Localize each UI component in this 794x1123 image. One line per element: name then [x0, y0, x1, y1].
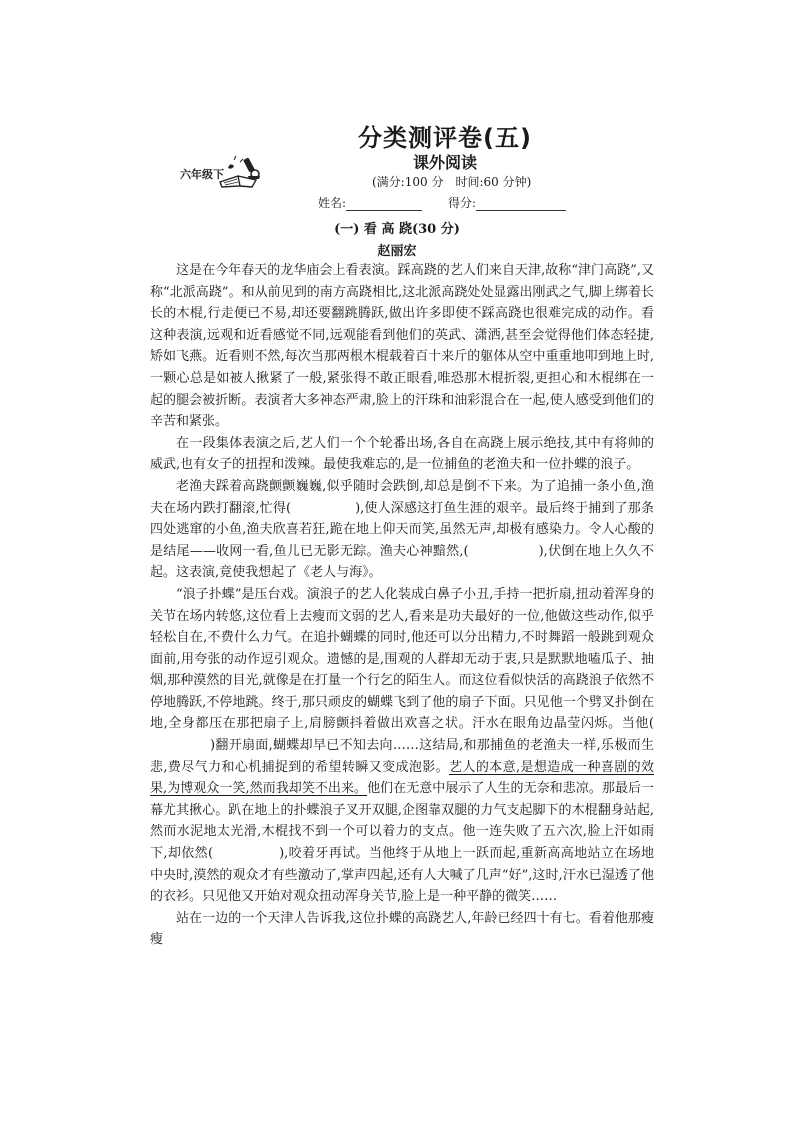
paragraph: “浪子扑蝶”是压台戏。演浪子的艺人化装成白鼻子小丑,手持一把折扇,扭动着浑身的关节在场内转悠,这位看上去瘦而文弱的艺人,看来是功夫最好的一位,他做这些动作,似乎轻松自在,不费什么力气。在追扑蝴蝶的同时,他还可以分出精力,不时舞蹈一般跳到观众面前,用夸张的动作逗引观众。遗憾的是,围观的人群却无动于衷,只是默默地嗑瓜子、抽烟,那种漠然的目光,就像是在打量一个行乞的陌生人。而这位看似快活的高跷浪子依然不停地腾跃,不停地跳。终于,那只顽皮的蝴蝶飞到了他的扇子下面。只见他一个劈叉扑倒在地,全身都压在那把扇子上,肩膀颤抖着做出欢喜之状。汗水在眼角边晶莹闪烁。当他()翻开扇面,蝴蝶却早已不知去向……这结局,和那捕鱼的老渔夫一样,乐极而生悲,费尽气力和心机捕捉到的希望转瞬又变成泡影。艺人的本意,是想造成一种喜剧的效果,为博观众一笑,然而我却笑不出来。他们在无意中展示了人生的无奈和悲凉。那最后一幕尤其揪心。趴在地上的扑蝶浪子叉开双腿,企图靠双腿的力气支起脚下的木棍翻身站起,然而水泥地太光滑,木棍找不到一个可以着力的支点。他一连失败了五六次,脸上汗如雨下,却依然( ),咬着牙再试。当他终于从地上一跃而起,重新高高地站立在场地中央时,漠然的观众才有些激动了,掌声四起,还有人大喊了几声“好”,这时,汗水已湿透了他的衣衫。只见他又开始对观众扭动浑身关节,脸上是一种平静的微笑…… — [150, 586, 654, 905]
exam-meta: (满分:100 分 时间:60 分钟) — [372, 175, 532, 189]
paragraph: 这是在今年春天的龙华庙会上看表演。踩高跷的艺人们来自天津,故称“津门高跷”,又称“北派高跷”。和从前见到的南方高跷相比,这北派高跷处处显露出刚武之气,脚上绑着长长的木棍,行走便已不易,却还要翻跳腾跃,做出许多即使不踩高跷也很难完成的动作。看这种表演,远观和近看感觉不同,远观能看到他们的英武、潇洒,甚至会觉得他们体态轻捷,矫如飞燕。近看则不然,每次当那两根木棍载着百十来斤的躯体从空中重重地叩到地上时,一颗心总是如被人揪紧了一般,紧张得不敢正眼看,唯恐那木棍折裂,更担心和木棍绑在一起的腿会被折断。表演者大多神态严肃,脸上的汗珠和油彩混合在一起,使人感受到他们的辛苦和紧张。 — [150, 263, 654, 430]
student-fields — [318, 194, 566, 211]
exam-title: 分类测评卷(五) — [358, 124, 532, 152]
book-and-microscope-icon — [218, 154, 264, 188]
underlined-sentence: 艺人的本意,是想造成一种喜剧的效果,为博观众一笑,然而我却笑不出来。 — [150, 759, 654, 797]
paragraph: 老渔夫踩着高跷颤颤巍巍,似乎随时会跌倒,却总是倒不下来。为了追捕一条小鱼,渔夫在场内跌打翻滚,忙得( ),使人深感这打鱼生涯的艰辛。最后终于捕到了那条四处逃窜的小鱼,渔夫欣喜若狂,跪在地上仰天而笑,虽然无声,却极有感染力。令人心酸的是结尾——收网一看,鱼儿已无影无踪。渔夫心神黯然,( ),伏倒在地上久久不起。这表演,竟使我想起了《老人与海》。 — [150, 478, 654, 581]
score-field[interactable] — [476, 198, 566, 211]
exam-header — [0, 112, 794, 212]
exam-subtitle: 课外阅读 — [413, 153, 478, 172]
name-label: 姓名: — [318, 196, 347, 210]
article-author: 赵丽宏 — [377, 244, 417, 259]
article-body — [150, 260, 654, 951]
paragraph: 在一段集体表演之后,艺人们一个个轮番出场,各自在高跷上展示绝技,其中有将帅的威武,也有女子的扭捏和泼辣。最使我难忘的,是一位捕鱼的老渔夫和一位扑蝶的浪子。 — [150, 435, 654, 473]
paragraph: 站在一边的一个天津人告诉我,这位扑蝶的高跷艺人,年龄已经四十有七。看着他那瘦瘦 — [150, 910, 654, 948]
grade-label: 六年级下 — [180, 168, 224, 181]
score-label: 得分: — [448, 196, 477, 210]
name-field[interactable] — [346, 198, 422, 211]
section-title: (一) 看 高 跷(30 分) — [334, 222, 460, 237]
